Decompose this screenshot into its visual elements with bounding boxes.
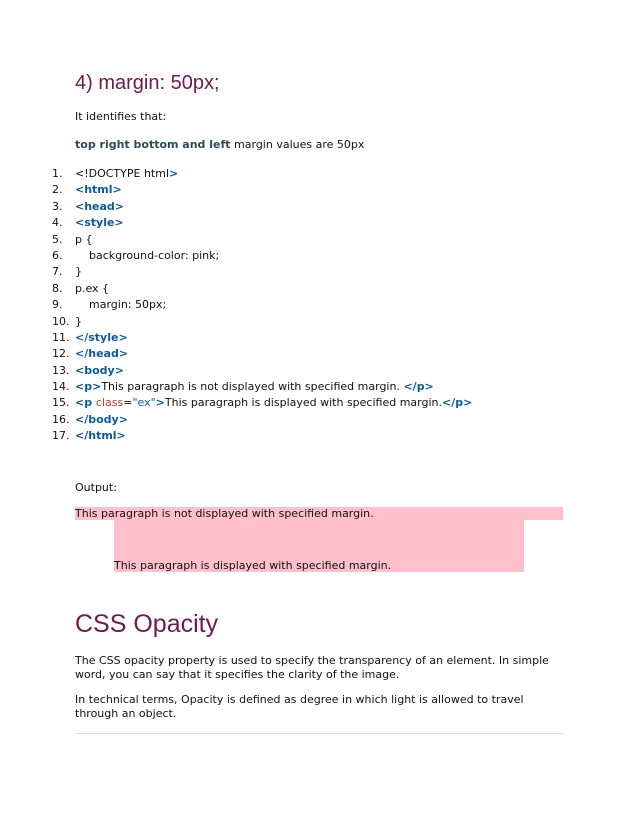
code-tag: > [169,167,179,180]
line-number: 9. [52,298,63,312]
code-line [52,166,472,182]
line-number: 8. [52,281,63,295]
line-number: 5. [52,232,63,246]
code-line [52,395,472,411]
code-tag: <body> [75,363,124,377]
line-number: 7. [52,265,63,279]
code-value: "ex" [132,396,156,410]
output-paragraph-2-text: This paragraph is displayed with specified margin. [114,559,392,572]
line-number: 16. [52,412,70,426]
line-number: 3. [52,199,63,213]
code-line [52,363,472,379]
code-text: background-color: pink; [89,248,220,262]
opacity-paragraph-2: In technical terms, Opacity is defined as degree in which light is allowed to travel through an object. [75,693,524,720]
code-tag: <head> [75,199,125,213]
code-line [52,215,472,231]
code-tag: </p> [403,380,434,394]
line-number: 1. [52,167,63,180]
code-line [52,379,472,395]
code-tag: <style> [75,216,124,230]
code-tag: </p> [442,396,473,410]
output-paragraph-2 [114,520,524,572]
code-tag: </body> [75,412,128,426]
code-text: This paragraph is displayed with specified margin. [164,396,443,410]
line-number: 2. [52,183,63,197]
code-tag: </html> [75,429,126,443]
opacity-paragraph-1: The CSS opacity property is used to specify the transparency of an element. In simple word, you can say that it specifies the clarity of the image. [75,654,549,681]
line-number: 10. [52,314,70,328]
code-line [52,281,472,297]
code-tag: </head> [75,347,129,361]
code-text: } [75,314,82,328]
rule-text [75,138,364,152]
code-tag: > [155,396,165,410]
line-number: 17. [52,429,70,443]
line-number: 4. [52,216,63,230]
line-number: 6. [52,248,63,262]
code-line [52,199,472,215]
code-attr: class [95,396,124,410]
line-number: 11. [52,330,70,344]
rule-rest: margin values are 50px [230,138,365,151]
rule-bold: top right bottom and left [75,138,231,151]
code-line [52,264,472,280]
code-text: } [75,265,82,279]
code-tag: <html> [75,183,122,197]
code-text: = [123,396,133,410]
code-line [52,346,472,362]
code-tag: <p> [75,380,102,394]
code-line [52,232,472,248]
code-text: p.ex { [75,281,110,295]
divider [75,733,563,734]
code-text: p { [75,232,93,246]
line-number: 13. [52,363,70,377]
code-line [52,182,472,198]
code-listing [52,166,472,445]
code-line [52,314,472,330]
intro-text: It identifies that: [75,110,167,123]
code-text: This paragraph is not displayed with specified margin. [101,380,404,394]
code-tag: <p [75,396,96,410]
section-title: CSS Opacity [75,610,219,638]
code-text: margin: 50px; [89,298,167,312]
section-heading: 4) margin: 50px; [75,72,220,94]
code-text: <!DOCTYPE html [75,167,170,180]
code-line [52,428,472,444]
output-label: Output: [75,481,117,494]
line-number: 14. [52,380,70,394]
code-tag: </style> [75,330,128,344]
line-number: 12. [52,347,70,361]
code-line [52,297,472,313]
output-paragraph-1: This paragraph is not displayed with specified margin. [75,507,563,520]
code-line [52,412,472,428]
line-number: 15. [52,396,70,410]
code-line [52,248,472,264]
code-line [52,330,472,346]
